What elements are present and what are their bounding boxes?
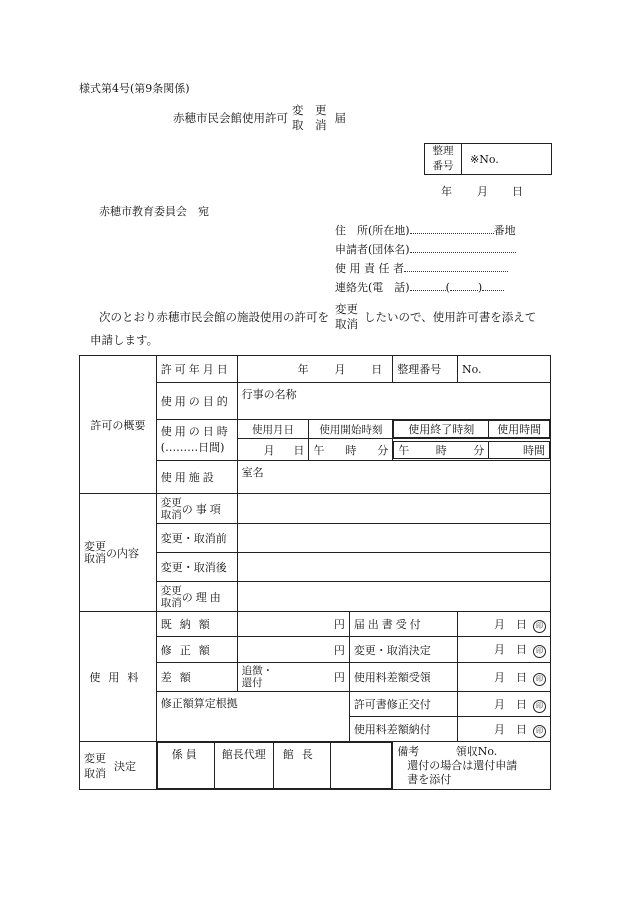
intro-line [99, 302, 536, 332]
row-paid [80, 612, 551, 637]
permit-date-label: 許可年月日 [156, 356, 237, 383]
intro-opt-change: 変更 [335, 302, 358, 316]
decision-label: 変更・取消決定 [349, 637, 457, 663]
applicant-field[interactable] [410, 240, 516, 253]
start-hour: 時 [345, 443, 357, 457]
refund-note-line1: 還付の場合は還付申請 [407, 759, 518, 772]
refund-note-line2: 書を添付 [407, 773, 452, 786]
paid-label: 既納額 [156, 612, 237, 637]
seal-icon: 印 [533, 620, 546, 633]
ref-label-line1: 整理 [432, 145, 454, 157]
diff-received-label: 使用料差額受領 [349, 663, 457, 692]
start-time-field[interactable] [309, 439, 393, 461]
end-hours-fields [393, 439, 551, 461]
seal-icon: 印 [533, 645, 546, 658]
reason-field[interactable] [237, 582, 550, 612]
start-minute: 分 [377, 443, 389, 457]
reason-suffix: の理由 [181, 590, 224, 604]
after-label: 変更・取消後 [156, 553, 237, 582]
phone-label: 連絡先(電 話) [335, 281, 410, 294]
usage-date-field[interactable] [237, 439, 309, 461]
intro-text3: 申請します。 [90, 333, 159, 347]
intro-opt-cancel: 取消 [335, 317, 358, 331]
reference-number-value[interactable]: ※No. [470, 152, 499, 166]
col-end-time: 使用終了時刻 [394, 421, 489, 438]
title-cancel: 取 消 [292, 118, 327, 132]
facility-label: 使用施設 [156, 461, 237, 494]
change-matters-label [156, 494, 237, 524]
addressee: 赤穂市教育委員会 宛 [99, 205, 209, 218]
date-month: 月 [477, 185, 488, 198]
usage-month: 月 [263, 443, 275, 457]
remarks-field[interactable] [393, 742, 551, 790]
fee-header: 使用料 [80, 612, 157, 742]
phone-paren-open: ( [445, 281, 450, 294]
start-ampm: 午 [313, 443, 325, 457]
application-form-table [79, 355, 551, 790]
permit-year: 年 [297, 363, 309, 376]
seal-icon: 印 [533, 673, 546, 686]
row-permit-date [80, 356, 551, 383]
decision-suffix: 決定 [114, 759, 136, 773]
end-time-field[interactable] [394, 441, 489, 458]
intro-text2: したいので、使用許可書を添えて [364, 310, 537, 324]
paid-field[interactable]: 円 [237, 612, 349, 637]
event-name-field[interactable] [237, 383, 550, 420]
diffrec-month: 月 [494, 670, 505, 684]
change-contents-header [80, 494, 157, 612]
col-usage-hours: 使用時間 [489, 421, 550, 438]
phone-field-number[interactable] [450, 278, 478, 291]
receipt-day: 日 [516, 617, 527, 631]
end-minute: 分 [473, 443, 485, 457]
applicant-label: 申請者(団体名) [335, 243, 410, 256]
refund-label: 還付 [241, 677, 263, 689]
corrected-field[interactable]: 円 [237, 637, 349, 663]
decision-change: 変更 [84, 751, 106, 765]
address-label: 住 所(所在地) [335, 224, 410, 237]
diff-yen: 円 [333, 671, 345, 684]
receipt-month: 月 [494, 617, 505, 631]
approval-stamps [156, 742, 393, 790]
cc-header-cancel: 取消 [84, 551, 106, 565]
usage-days-text: (………日間) [160, 441, 225, 454]
diffpaid-day: 日 [516, 722, 527, 736]
decision-cancel: 取消 [84, 766, 106, 780]
room-name-field[interactable] [237, 461, 550, 494]
extra-stamp-box[interactable] [330, 743, 392, 789]
reason-cancel: 取消 [160, 596, 182, 609]
correction-basis-field[interactable] [156, 692, 349, 742]
correction-basis-label: 修正額算定根拠 [160, 697, 238, 710]
usage-datetime-text: 使用の日時 [160, 425, 231, 438]
purpose-label: 使用の目的 [156, 383, 237, 420]
after-field[interactable] [237, 553, 550, 582]
title-suffix: 届 [334, 111, 346, 125]
diff-paid-date-field[interactable] [457, 717, 550, 742]
address-row [335, 221, 516, 238]
title-change: 変 更 [292, 103, 327, 117]
decision-day: 日 [516, 643, 527, 656]
remarks-label: 備考 [397, 745, 420, 758]
director-stamp-box[interactable]: 館長 [273, 743, 330, 789]
permit-date-field[interactable] [237, 356, 393, 383]
receipt-date-field[interactable] [457, 612, 550, 637]
matters-suffix: の事項 [181, 502, 224, 516]
diff-label: 差額 [156, 663, 237, 692]
date-day: 日 [512, 185, 523, 198]
row-decision [80, 742, 551, 790]
reference-number-label [425, 144, 462, 174]
decision-month: 月 [494, 643, 505, 656]
reason-change: 変更 [160, 584, 182, 597]
manager-label: 使 用 責 任 者 [335, 262, 404, 275]
reissue-month: 月 [494, 697, 505, 711]
diffrec-day: 日 [516, 670, 527, 684]
cc-header-suffix: の内容 [106, 546, 139, 560]
diff-field[interactable] [237, 663, 349, 692]
room-name-label: 室名 [241, 466, 264, 479]
seal-icon: 印 [533, 700, 546, 713]
change-matters-field[interactable] [237, 494, 550, 524]
reference-number-box [424, 143, 552, 175]
usage-datetime-label [156, 420, 237, 461]
intro-text1: 次のとおり赤穂市民会館の施設使用の許可を [99, 310, 329, 324]
address-suffix: 番地 [493, 224, 516, 237]
permit-reissue-date-field[interactable] [457, 692, 550, 717]
end-hour: 時 [435, 443, 447, 457]
matters-cancel: 取消 [160, 508, 182, 521]
deputy-stamp-box[interactable]: 館長代理 [214, 743, 273, 789]
title-prefix: 赤穂市民会館使用許可 [173, 111, 288, 125]
permit-reissue-label: 許可書修正交付 [349, 692, 457, 717]
permit-day: 日 [371, 363, 383, 376]
manager-row [335, 259, 508, 276]
ref-no-label: 整理番号 [393, 356, 458, 383]
decision-date-field[interactable] [457, 637, 550, 663]
ref-no-field[interactable]: No. [457, 356, 550, 383]
diff-paid-label: 使用料差額納付 [349, 717, 457, 742]
address-field[interactable] [410, 221, 494, 234]
staff-stamp-box[interactable]: 係員 [157, 743, 214, 789]
phone-field-line[interactable] [482, 278, 504, 291]
seal-icon: 印 [533, 725, 546, 738]
usage-hours-field[interactable]: 時間 [489, 441, 550, 458]
diffpaid-month: 月 [494, 722, 505, 736]
ref-label-line2: 番号 [432, 160, 454, 172]
col-usage-date: 使用月日 [237, 420, 309, 439]
form-title [173, 103, 346, 133]
col-start-time: 使用開始時刻 [309, 420, 393, 439]
reissue-day: 日 [516, 697, 527, 711]
diff-received-date-field[interactable] [457, 663, 550, 692]
receipt-label: 届出書受付 [349, 612, 457, 637]
permit-overview-header: 許可の概要 [80, 356, 157, 494]
end-ampm: 午 [398, 443, 410, 457]
collect-label: 追徴・ [241, 665, 274, 677]
reason-label [156, 582, 237, 612]
permit-month: 月 [334, 363, 346, 376]
matters-change: 変更 [160, 496, 182, 509]
decision-header [80, 742, 157, 790]
before-field[interactable] [237, 524, 550, 553]
phone-row [335, 278, 504, 295]
col-end-hours [393, 420, 551, 439]
phone-paren-close: ) [477, 281, 483, 294]
receipt-no-label: 領収No. [455, 745, 498, 758]
row-change-matters [80, 494, 551, 524]
event-name-label: 行事の名称 [241, 388, 297, 401]
before-label: 変更・取消前 [156, 524, 237, 553]
phone-field-area[interactable] [410, 278, 446, 291]
form-number: 様式第4号(第9条関係) [79, 82, 190, 95]
corrected-label: 修正額 [156, 637, 237, 663]
usage-day: 日 [293, 443, 305, 457]
cc-header-change: 変更 [84, 539, 106, 553]
date-year: 年 [441, 185, 452, 198]
manager-field[interactable] [404, 259, 508, 272]
applicant-row [335, 240, 516, 257]
